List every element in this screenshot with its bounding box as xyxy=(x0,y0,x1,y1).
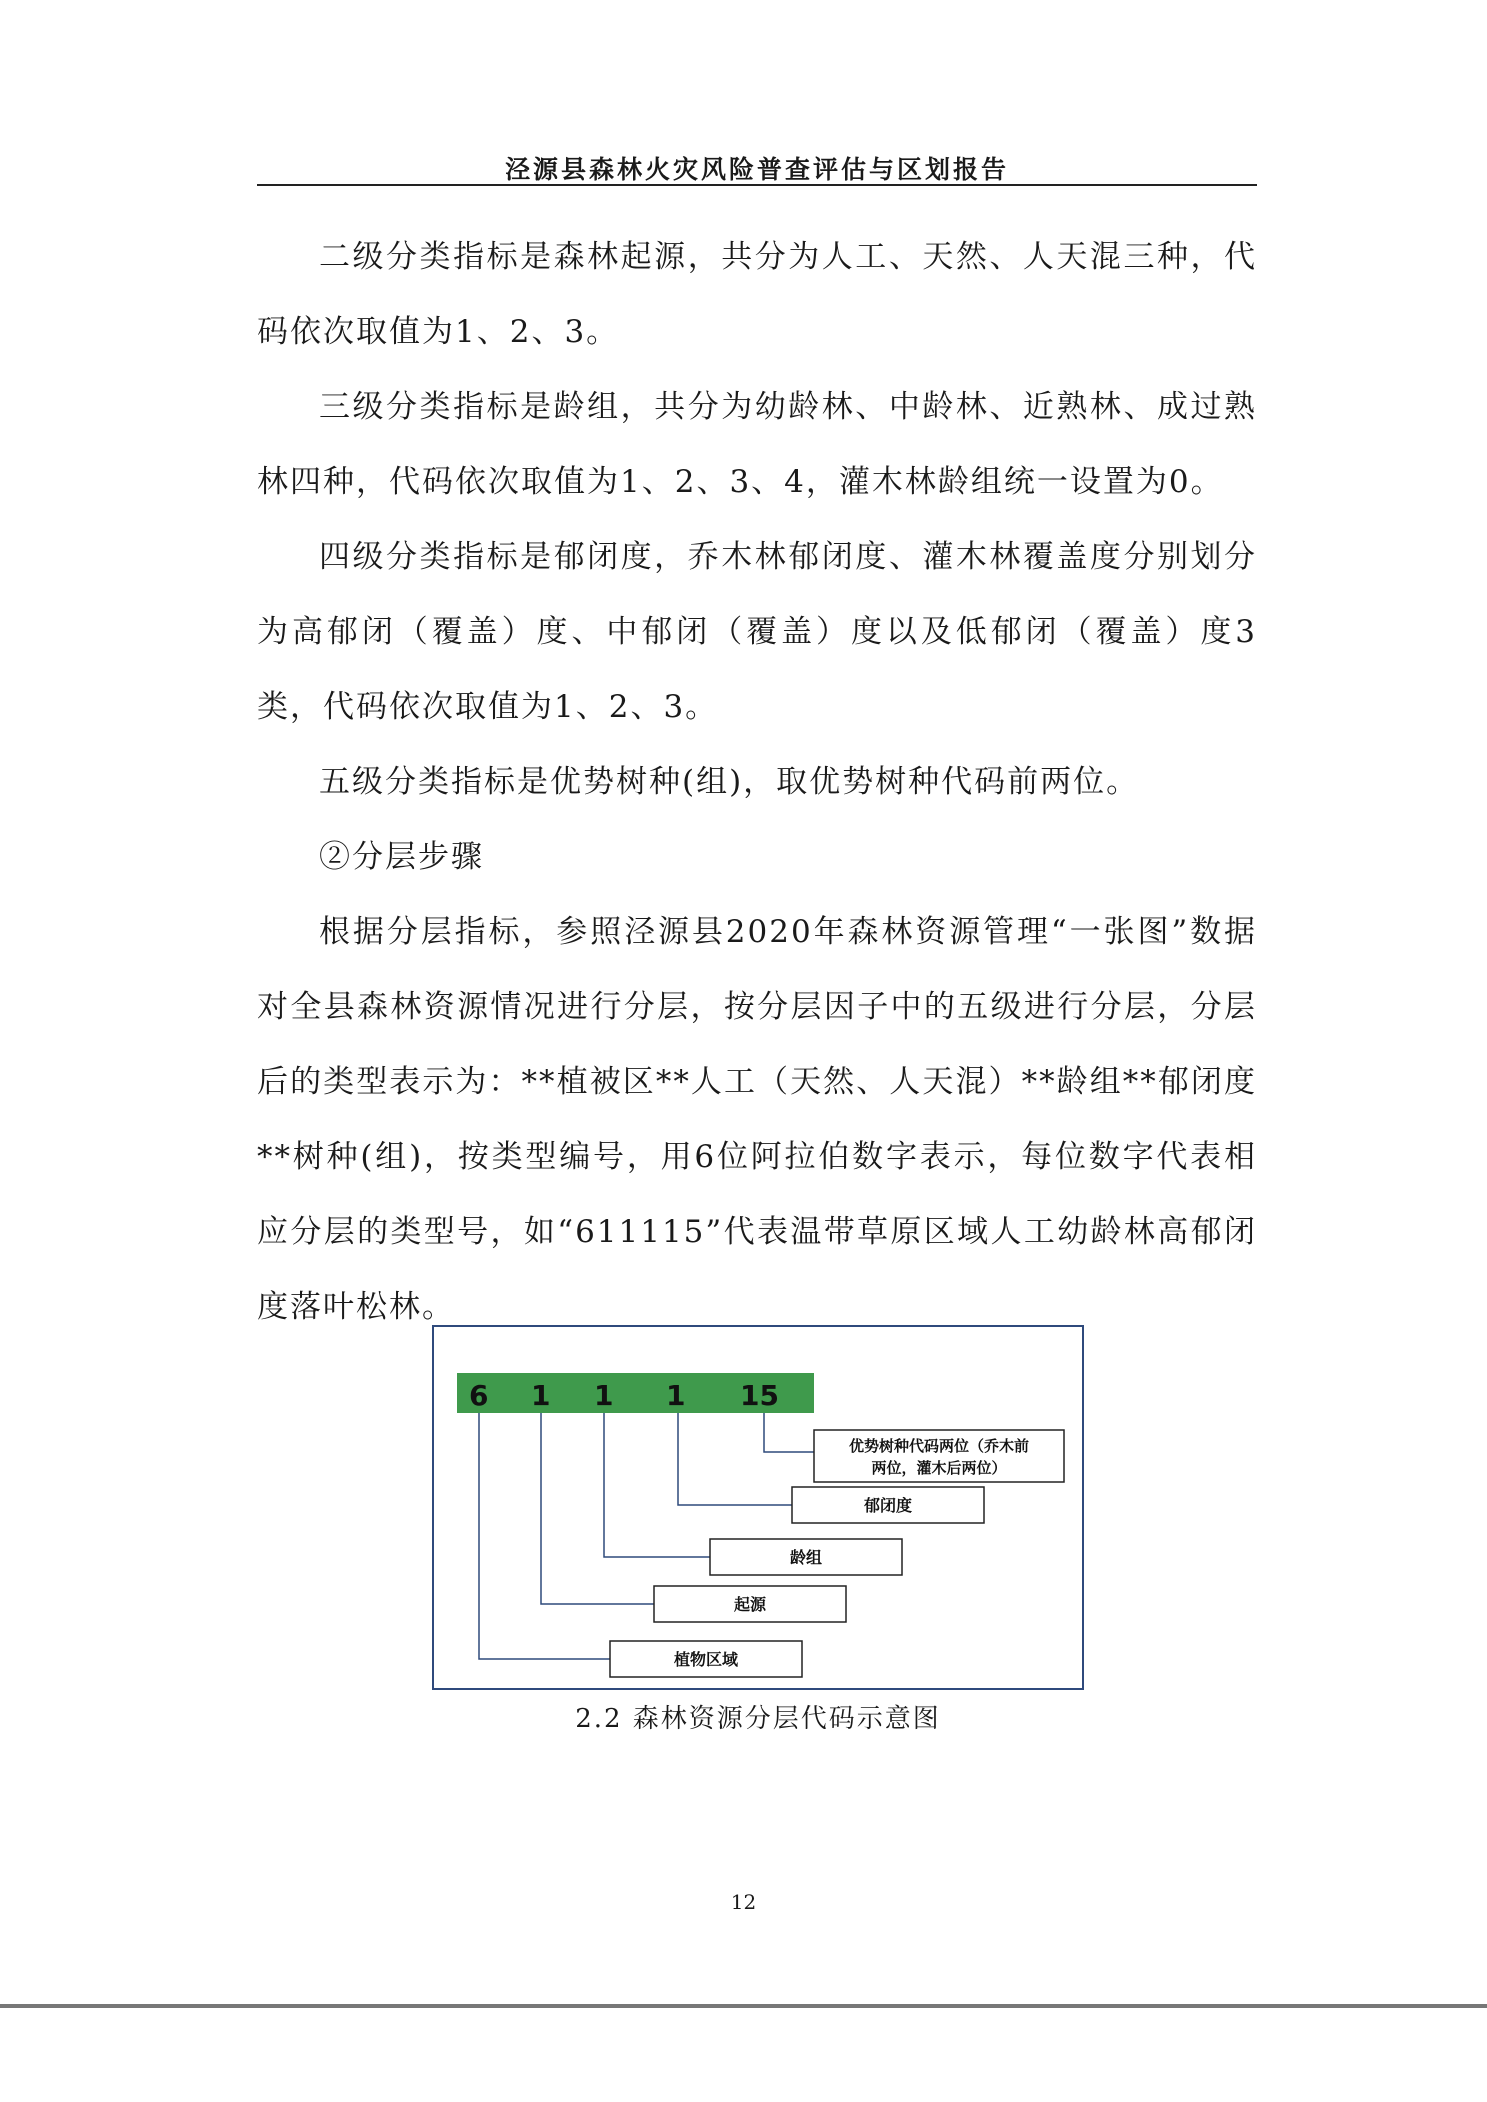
code-digits-species: 15 xyxy=(740,1379,779,1412)
label-species-line1: 优势树种代码两位（乔木前 xyxy=(848,1437,1030,1455)
running-header-title: 泾源县森林火灾风险普查评估与区划报告 xyxy=(504,155,1009,184)
paragraph-level4: 四级分类指标是郁闭度，乔木林郁闭度、灌木林覆盖度分别划分为高郁闭（覆盖）度、中郁闭（覆盖）度以及低郁闭（覆盖）度3类，代码依次取值为1、2、3。 xyxy=(257,539,1257,725)
connector-canopy xyxy=(678,1413,792,1505)
paragraph-level2: 二级分类指标是森林起源，共分为人工、天然、人天混三种，代码依次取值为1、2、3。 xyxy=(257,239,1257,350)
layer-code-diagram-svg xyxy=(434,1327,1086,1692)
label-age: 龄组 xyxy=(789,1548,823,1567)
label-species-line2: 两位，灌木后两位） xyxy=(871,1459,1007,1477)
paragraph-layering-method: 根据分层指标，参照泾源县2020年森林资源管理“一张图”数据对全县森林资源情况进行分层，按分层因子中的五级进行分层，分层后的类型表示为：**植被区**人工（天然、人天混）**龄组**郁闭度**树种(组)，按类型编号，用6位阿拉伯数字表示，每位数字代表相应分层的类型号，如“611115”代表温带草原区域人工幼龄林高郁闭度落叶松林。 xyxy=(257,914,1257,1325)
code-digit-age: 1 xyxy=(594,1379,614,1412)
label-canopy: 郁闭度 xyxy=(863,1496,913,1515)
connector-species xyxy=(764,1413,814,1452)
connector-origin xyxy=(541,1413,654,1604)
connector-age xyxy=(604,1413,710,1557)
body-text xyxy=(257,220,1257,1345)
figure-caption: 2.2 森林资源分层代码示意图 xyxy=(575,1704,941,1734)
paragraph-level3: 三级分类指标是龄组，共分为幼龄林、中龄林、近熟林、成过熟林四种，代码依次取值为1、2、3、4，灌木林龄组统一设置为0。 xyxy=(257,389,1257,500)
paragraph-level5: 五级分类指标是优势树种(组)，取优势树种代码前两位。 xyxy=(319,764,1140,800)
code-digit-region: 6 xyxy=(469,1379,489,1412)
page-number: 12 xyxy=(730,1890,757,1914)
connector-region xyxy=(479,1413,610,1659)
code-digit-origin: 1 xyxy=(531,1379,551,1412)
code-digit-canopy: 1 xyxy=(666,1379,686,1412)
label-region: 植物区域 xyxy=(673,1650,739,1669)
header-rule xyxy=(257,184,1257,186)
scan-edge-line xyxy=(0,2004,1487,2008)
label-origin: 起源 xyxy=(733,1595,767,1614)
layer-code-diagram xyxy=(432,1325,1084,1690)
subheading-layering-steps: ②分层步骤 xyxy=(319,839,484,875)
